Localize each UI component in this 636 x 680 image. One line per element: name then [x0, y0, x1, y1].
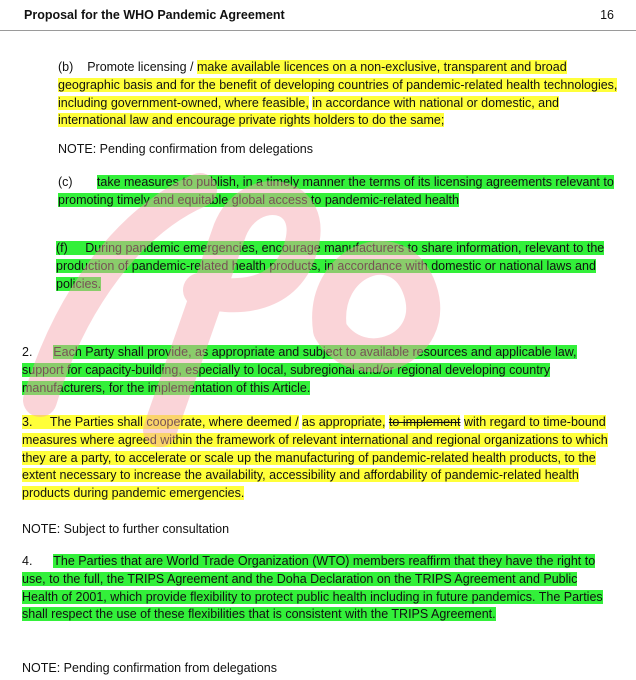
paragraph-3-struck: to implement [388, 415, 461, 429]
paragraph-3-text-b: as appropriate, [302, 415, 386, 429]
paragraph-3-label: 3. [22, 415, 33, 429]
paragraph-b-text: make available licences on a non-exclusive, transparent and broad geographic basis and for the benefit of developing countries of pandemic-related health technologies, including government-owned, where feasible, [58, 60, 618, 110]
paragraph-b-text-continued: in accordance with national or domestic, and international law and encourage private rights holders to do the same; [58, 95, 559, 128]
paragraph-4-label: 4. [22, 554, 33, 568]
paragraph-2-text: Each Party shall provide, as appropriate and subject to available resources and applicable law, support for capacity-building, especially to local, subregional and/or regional developing country manufacturers, for the implementation of this Article. [22, 345, 577, 395]
paragraph-3-text-c: with regard to time-bound measures where agreed within the framework of relevant international and regional organizations to which they are a party, to accelerate or scale up the manufacturing of pandemic-related health products, to the extent necessary to increase the availability, accessibility and affordability of pandemic-related health products during pandemic emergencies. [22, 415, 608, 501]
page-number: 16 [600, 8, 614, 22]
paragraph-4 [22, 553, 616, 624]
paragraph-b-lead: Promote licensing / [87, 60, 194, 74]
paragraph-c-label: (c) [58, 175, 73, 189]
paragraph-f [56, 240, 616, 293]
paragraph-b [58, 59, 618, 130]
paragraph-2 [22, 344, 616, 397]
note-further-consultation: NOTE: Subject to further consultation [22, 522, 230, 536]
document-title: Proposal for the WHO Pandemic Agreement [24, 8, 285, 22]
paragraph-2-label: 2. [22, 345, 33, 359]
page-header [0, 0, 636, 31]
paragraph-4-text: The Parties that are World Trade Organization (WTO) members reaffirm that they have the right to use, to the full, the TRIPS Agreement and the Doha Declaration on the TRIPS Agreement and Public Health of 2001, which provide flexibility to protect public health including in future pandemics. The Parties shall respect the use of these flexibilities that is consistent with the TRIPS Agreement. [22, 554, 603, 622]
note-pending-confirmation-2: NOTE: Pending confirmation from delegations [22, 661, 277, 675]
paragraph-f-label: (f) [56, 241, 68, 255]
paragraph-f-text: During pandemic emergencies, encourage manufacturers to share information, relevant to the production of pandemic-related health products, in accordance with domestic or national laws and policies. [56, 241, 605, 291]
note-pending-confirmation-1: NOTE: Pending confirmation from delegations [58, 142, 313, 156]
paragraph-3 [22, 414, 616, 503]
paragraph-3-text-a: The Parties shall cooperate, where deemed / [49, 415, 299, 429]
paragraph-c-text: take measures to publish, in a timely manner the terms of its licensing agreements relevant to promoting timely and equitable global access to pandemic-related health [58, 175, 614, 207]
paragraph-b-label: (b) [58, 60, 74, 74]
paragraph-c [58, 174, 618, 214]
